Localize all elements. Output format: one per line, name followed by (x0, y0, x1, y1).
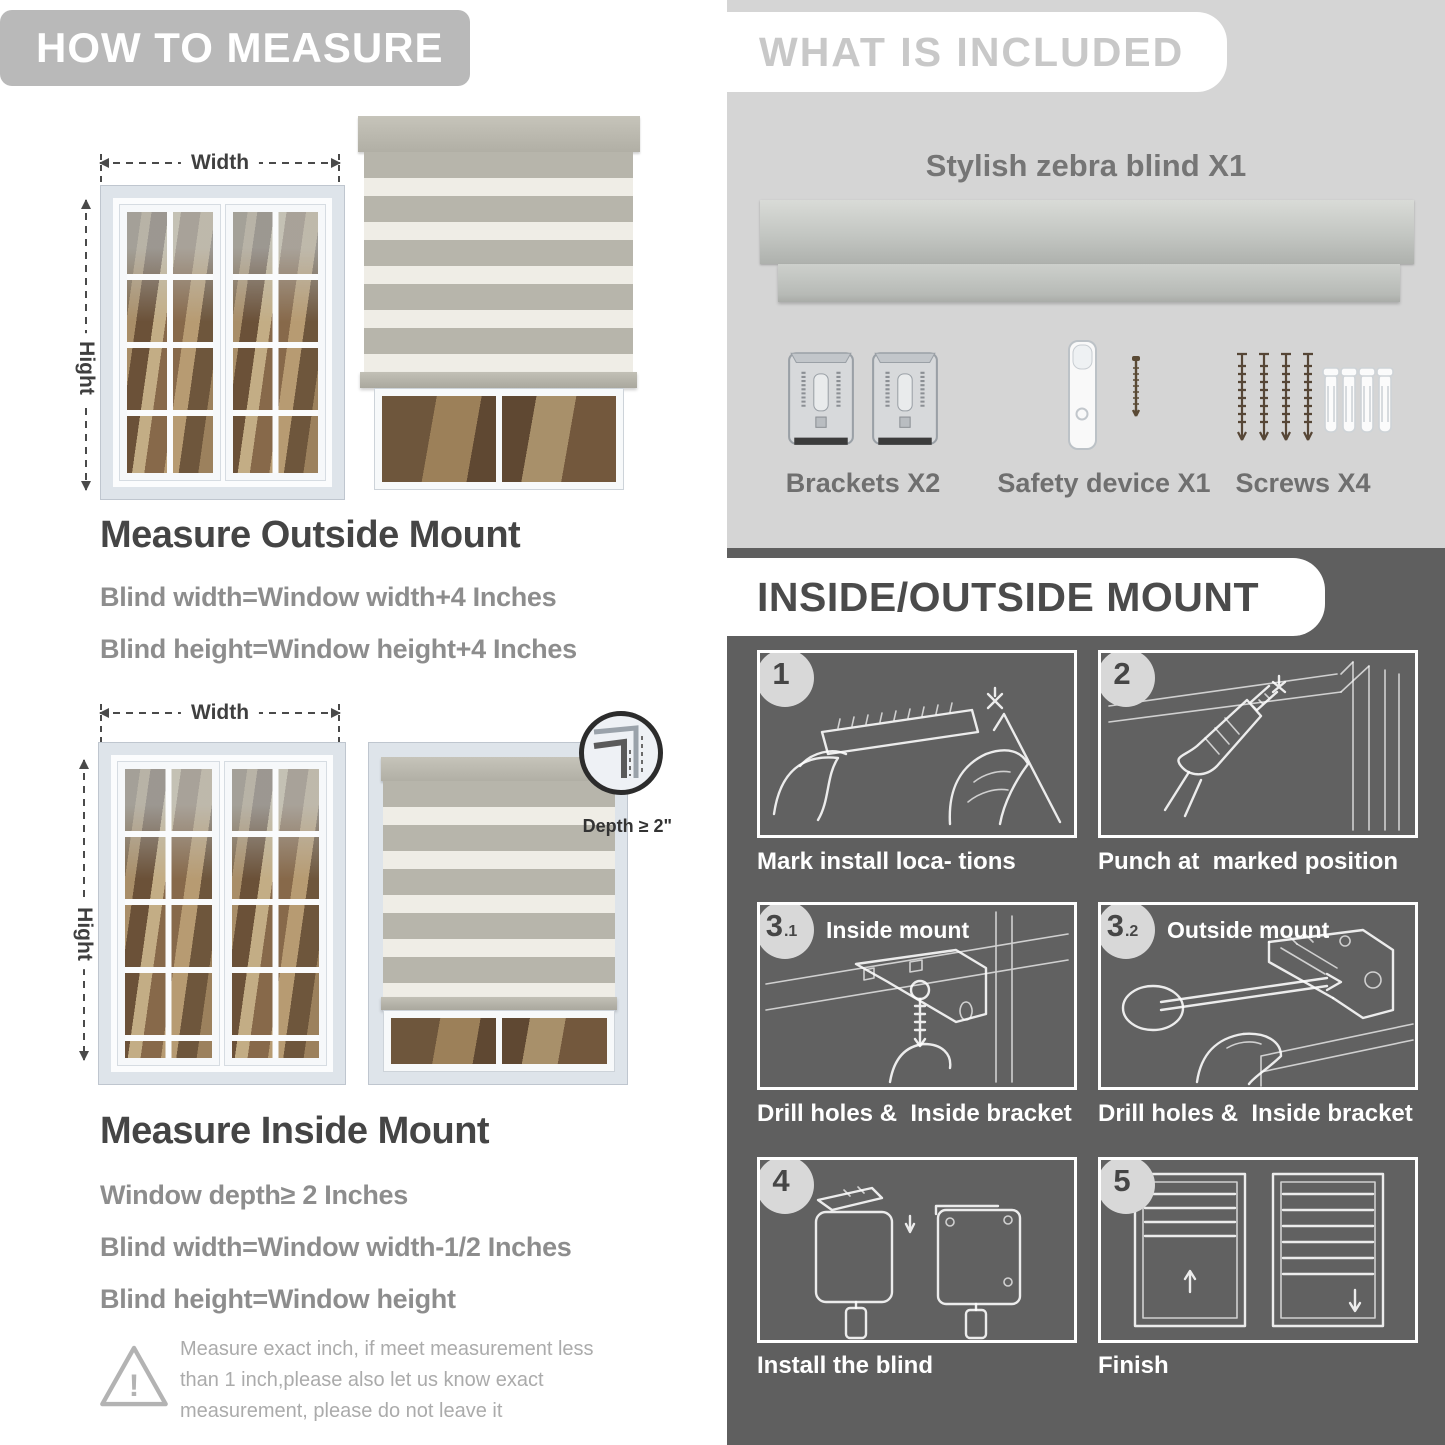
what-is-included-section (727, 0, 1445, 548)
step-3-2-caption: Drill holes & Inside bracket (1098, 1100, 1413, 1127)
inside-mount-blind (368, 742, 628, 1085)
width-label: Width (181, 151, 259, 175)
zebra-blind-body (364, 152, 633, 372)
width-arrow (100, 151, 340, 174)
step-3-2-badge: 3 .2 (1098, 902, 1155, 959)
warning-triangle-icon (98, 1332, 170, 1420)
inside-width-rule: Blind width=Window width-1/2 Inches (100, 1232, 572, 1262)
step-5-caption: Finish (1098, 1352, 1169, 1379)
height-arrow (73, 760, 96, 1060)
brackets-label: Brackets X2 (785, 468, 941, 498)
step-5-badge: 5 (1098, 1157, 1155, 1214)
inside-mount-heading: Measure Inside Mount (100, 1110, 490, 1152)
width-arrow (100, 701, 340, 724)
step-1-badge: 1 (757, 650, 814, 707)
inside-height-rule: Blind height=Window height (100, 1284, 456, 1314)
warning-text: Measure exact inch, if meet measurement less than 1 inch,please also let us know exact measurement, please do not leave it (180, 1338, 594, 1422)
window-below-blind (374, 388, 624, 490)
step-3-1-panel (757, 902, 1077, 1090)
step-4-caption: Install the blind (757, 1352, 934, 1379)
step-3-1-caption: Drill holes & Inside bracket (757, 1100, 1072, 1127)
mount-section-header: INSIDE/OUTSIDE MOUNT (727, 558, 1325, 636)
brackets-image (785, 342, 945, 452)
step-3-2-title: Outside mount (1167, 917, 1330, 943)
window-illustration-outside (100, 185, 345, 500)
outside-mount-heading: Measure Outside Mount (100, 514, 521, 556)
step-3-1-badge: 3 .1 (757, 902, 814, 959)
safety-device-label: Safety device X1 (997, 468, 1211, 498)
step-3-1-title: Inside mount (826, 917, 970, 943)
how-to-measure-banner: HOW TO MEASURE (0, 10, 470, 86)
zebra-blind-cassette-image (760, 200, 1414, 264)
step-5-panel (1098, 1157, 1418, 1343)
height-arrow (75, 200, 98, 490)
step-2-badge: 2 (1098, 650, 1155, 707)
screws-label: Screws X4 (1235, 468, 1371, 498)
step-1-panel (757, 650, 1077, 838)
depth-label: Depth ≥ 2" (582, 816, 672, 836)
step-4-badge: 4 (757, 1157, 814, 1214)
blind-cassette (358, 116, 640, 152)
what-is-included-header: WHAT IS INCLUDED (727, 12, 1227, 92)
step-1-caption: Mark install loca- tions (757, 848, 1016, 875)
window-illustration-inside (98, 742, 346, 1085)
mount-steps-section (727, 548, 1445, 1445)
safety-device-image (1063, 338, 1173, 454)
step-3-2-panel (1098, 902, 1418, 1090)
svg-text:!: ! (128, 1367, 140, 1404)
height-label: Hight (74, 333, 98, 403)
step-4-panel (757, 1157, 1077, 1343)
step-2-panel (1098, 650, 1418, 838)
blind-bottom-rail (360, 372, 637, 388)
outside-width-rule: Blind width=Window width+4 Inches (100, 582, 557, 612)
outside-height-rule: Blind height=Window height+4 Inches (100, 634, 577, 664)
width-label: Width (181, 701, 259, 725)
zebra-blind-title: Stylish zebra blind X1 (925, 148, 1247, 183)
zebra-blind-rail-image (778, 264, 1400, 302)
step-2-caption: Punch at marked position (1098, 848, 1399, 875)
screws-image (1225, 352, 1395, 452)
inside-depth-rule: Window depth≥ 2 Inches (100, 1180, 408, 1210)
height-label: Hight (72, 899, 96, 969)
depth-magnifier-icon (579, 711, 663, 795)
